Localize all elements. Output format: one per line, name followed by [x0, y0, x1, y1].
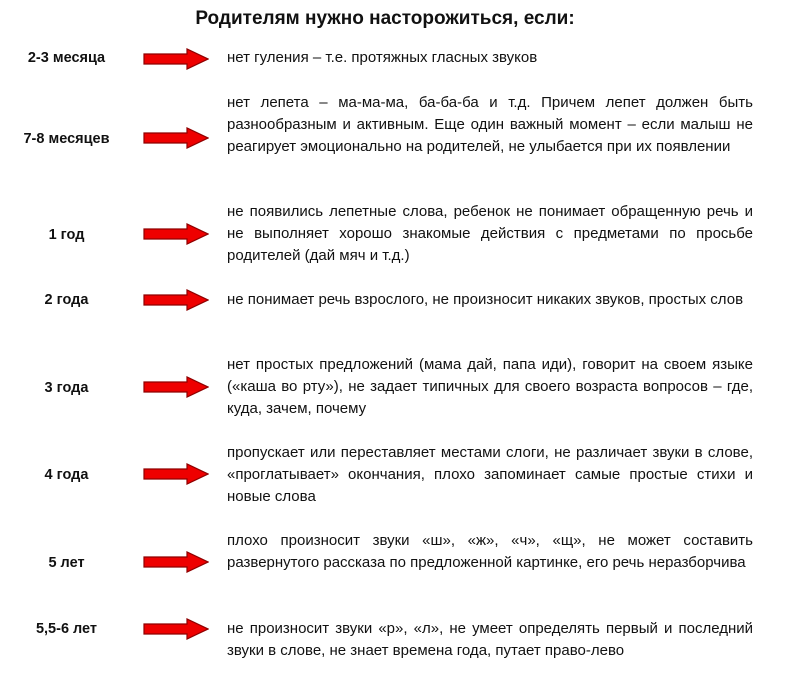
warning-text: не понимает речь взрослого, не произносит никаких звуков, простых слов: [227, 291, 744, 308]
warning-text: не появились лепетные слова, ребенок не понимает обращенную речь и не выполняет хорошо знакомые действия с предметами по просьбе родителей (дай мяч и т.д.): [227, 203, 753, 264]
right-arrow-icon: [143, 127, 209, 149]
age-label: 4 года: [44, 467, 89, 483]
warning-text: не произносит звуки «р», «л», не умеет определять первый и последний звуки в слове, не знает времена года, путает право-лево: [227, 620, 753, 659]
page-title: Родителям нужно насторожиться, если:: [195, 8, 575, 29]
warning-text: нет простых предложений (мама дай, папа иди), говорит на своем языке («каша во рту»), не задает типичных для своего возраста вопросов – где, куда, зачем, почему: [227, 356, 753, 417]
right-arrow-icon: [143, 289, 209, 311]
right-arrow-icon: [143, 376, 209, 398]
right-arrow-icon: [143, 48, 209, 70]
age-label: 5,5-6 лет: [35, 621, 98, 637]
right-arrow-icon: [143, 463, 209, 485]
warning-text: нет гуления – т.е. протяжных гласных звуков: [227, 49, 538, 66]
warning-text: плохо произносит звуки «ш», «ж», «ч», «щ», не может составить развернутого рассказа по предложенной картинке, его речь неразборчива: [227, 532, 753, 571]
age-label: 5 лет: [48, 555, 85, 571]
warning-text: пропускает или переставляет местами слоги, не различает звуки в слове, «проглатывает» окончания, плохо запоминает самые простые стихи и новые слова: [227, 444, 753, 505]
age-label: 1 год: [48, 227, 85, 243]
warning-text: нет лепета – ма-ма-ма, ба-ба-ба и т.д. Причем лепет должен быть разнообразным и активным. Еще один важный момент – если малыш не реагирует эмоционально на родителей, не улыбается при их появлении: [227, 94, 753, 155]
age-label: 7-8 месяцев: [23, 131, 110, 147]
age-label: 2 года: [44, 292, 89, 308]
age-label: 3 года: [44, 380, 89, 396]
right-arrow-icon: [143, 223, 209, 245]
right-arrow-icon: [143, 618, 209, 640]
age-label: 2-3 месяца: [27, 50, 106, 66]
right-arrow-icon: [143, 551, 209, 573]
